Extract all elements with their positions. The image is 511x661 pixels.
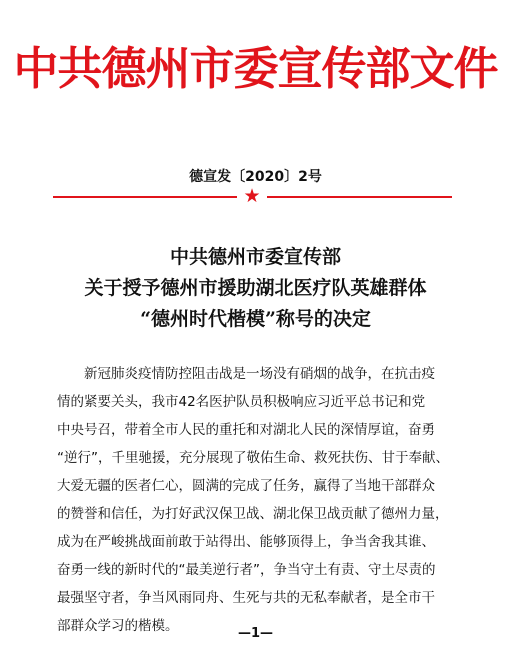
body-line: 成为在严峻挑战面前敢于站得出、能够顶得上，争当舍我其谁、: [57, 534, 435, 550]
body-line: 新冠肺炎疫情防控阻击战是一场没有硝烟的战争，在抗击疫: [57, 366, 435, 382]
red-divider-left: [53, 196, 237, 198]
body-line: 部群众学习的楷模。: [57, 618, 179, 634]
body-line: 情的紧要关头，我市42名医护队员积极响应习近平总书记和党: [57, 394, 426, 410]
masthead-title: 中共德州市委宣传部文件: [13, 42, 498, 95]
document-title-line-1: 中共德州市委宣传部: [169, 246, 341, 268]
body-line: 奋勇一线的新时代的“最美逆行者”，争当守土有责、守土尽责的: [57, 562, 436, 578]
page-number: —1—: [237, 626, 274, 641]
red-divider-right: [267, 196, 452, 198]
body-line: 的赞誉和信任，为打好武汉保卫战、湖北保卫战贡献了德州力量，: [57, 506, 449, 522]
red-star-icon: ★: [243, 185, 261, 207]
document-title-line-3: “德州时代楷模”称号的决定: [140, 308, 371, 330]
body-line: 最强坚守者，争当风雨同舟、生死与共的无私奉献者，是全市干: [57, 590, 435, 606]
document-title-line-2: 关于授予德州市援助湖北医疗队英雄群体: [84, 277, 427, 299]
body-line: 中央号召，带着全市人民的重托和对湖北人民的深情厚谊，奋勇: [57, 422, 435, 438]
body-line: “逆行”，千里驰援，充分展现了敬佑生命、救死扶伤、甘于奉献、: [57, 450, 449, 466]
document-number: 德宣发〔2020〕2号: [189, 169, 322, 185]
body-line: 大爱无疆的医者仁心，圆满的完成了任务，赢得了当地干部群众: [57, 478, 435, 494]
